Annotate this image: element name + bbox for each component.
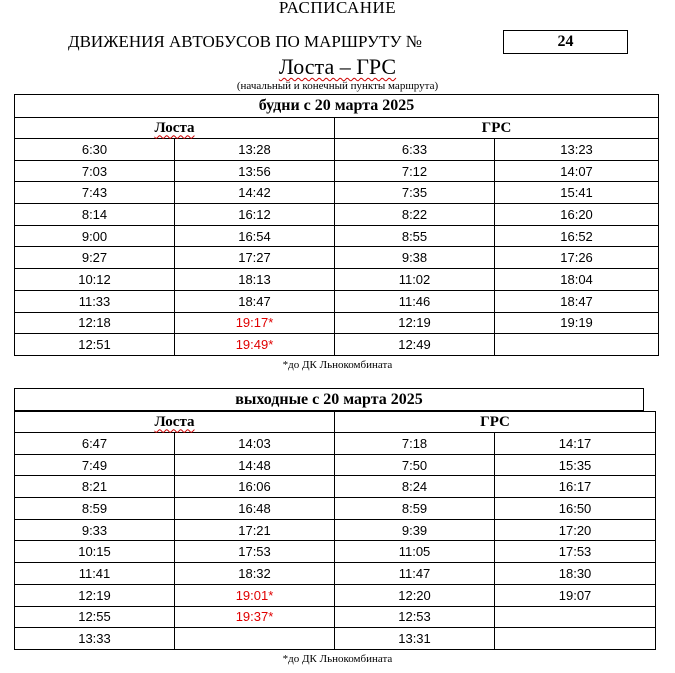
time-cell: 19:01* <box>175 584 335 606</box>
time-cell: 14:07 <box>495 160 659 182</box>
time-cell: 12:51 <box>15 334 175 356</box>
table-row <box>15 606 656 628</box>
time-cell: 7:43 <box>15 182 175 204</box>
time-cell: 13:31 <box>335 628 495 650</box>
time-cell: 19:49* <box>175 334 335 356</box>
weekend-stop-a-header <box>15 412 335 433</box>
route-endpoints <box>0 54 675 80</box>
time-cell: 9:38 <box>335 247 495 269</box>
time-cell: 7:49 <box>15 454 175 476</box>
time-cell: 16:54 <box>175 225 335 247</box>
time-cell: 14:48 <box>175 454 335 476</box>
time-cell: 6:33 <box>335 139 495 161</box>
time-cell: 19:17* <box>175 312 335 334</box>
time-cell: 19:07 <box>495 584 656 606</box>
time-cell: 9:00 <box>15 225 175 247</box>
time-cell: 18:13 <box>175 269 335 291</box>
weekend-footnote: *до ДК Льнокомбината <box>282 653 393 665</box>
table-row <box>15 454 656 476</box>
time-cell: 13:56 <box>175 160 335 182</box>
weekday-footnote: *до ДК Льнокомбината <box>282 359 393 371</box>
time-cell: 13:23 <box>495 139 659 161</box>
time-cell: 8:14 <box>15 204 175 226</box>
weekend-rows <box>15 433 656 650</box>
table-row <box>15 541 656 563</box>
weekday-schedule-table <box>14 94 659 356</box>
time-cell: 9:33 <box>15 519 175 541</box>
table-row <box>15 563 656 585</box>
weekend-stop-b-header: ГРС <box>335 412 656 433</box>
weekday-stop-a-header <box>15 118 335 139</box>
table-row <box>15 204 659 226</box>
time-cell: 11:46 <box>335 290 495 312</box>
table-row <box>15 160 659 182</box>
schedule-subtitle: ДВИЖЕНИЯ АВТОБУСОВ ПО МАРШРУТУ № <box>68 32 422 51</box>
time-cell: 12:49 <box>335 334 495 356</box>
time-cell: 8:21 <box>15 476 175 498</box>
time-cell: 17:53 <box>175 541 335 563</box>
route-endpoints-caption: (начальный и конечный пункты маршрута) <box>236 80 439 92</box>
time-cell: 12:18 <box>15 312 175 334</box>
table-row <box>15 247 659 269</box>
time-cell: 16:06 <box>175 476 335 498</box>
time-cell: 13:33 <box>15 628 175 650</box>
time-cell: 16:48 <box>175 498 335 520</box>
table-row <box>15 476 656 498</box>
time-cell: 18:47 <box>495 290 659 312</box>
route-number-box: 24 <box>503 30 628 54</box>
time-cell: 8:55 <box>335 225 495 247</box>
time-cell: 17:21 <box>175 519 335 541</box>
table-row <box>15 312 659 334</box>
time-cell <box>495 628 656 650</box>
time-cell <box>495 334 659 356</box>
weekday-stop-a-label: Лоста <box>154 119 195 136</box>
time-cell: 12:53 <box>335 606 495 628</box>
time-cell: 17:27 <box>175 247 335 269</box>
time-cell: 16:17 <box>495 476 656 498</box>
time-cell: 19:19 <box>495 312 659 334</box>
weekend-schedule-table <box>14 411 656 650</box>
time-cell: 18:32 <box>175 563 335 585</box>
time-cell: 8:24 <box>335 476 495 498</box>
time-cell: 7:50 <box>335 454 495 476</box>
time-cell: 7:18 <box>335 433 495 455</box>
time-cell: 7:35 <box>335 182 495 204</box>
time-cell: 12:20 <box>335 584 495 606</box>
table-row <box>15 334 659 356</box>
time-cell: 17:20 <box>495 519 656 541</box>
time-cell: 10:15 <box>15 541 175 563</box>
time-cell: 7:03 <box>15 160 175 182</box>
time-cell: 10:12 <box>15 269 175 291</box>
time-cell: 18:47 <box>175 290 335 312</box>
weekend-heading: выходные с 20 марта 2025 <box>14 388 644 411</box>
weekday-stop-b-header: ГРС <box>335 118 659 139</box>
time-cell: 16:20 <box>495 204 659 226</box>
time-cell <box>175 628 335 650</box>
table-row <box>15 225 659 247</box>
time-cell: 9:27 <box>15 247 175 269</box>
time-cell: 17:26 <box>495 247 659 269</box>
time-cell: 12:55 <box>15 606 175 628</box>
time-cell: 17:53 <box>495 541 656 563</box>
time-cell: 11:02 <box>335 269 495 291</box>
weekday-heading: будни с 20 марта 2025 <box>15 95 659 118</box>
table-row <box>15 584 656 606</box>
table-row <box>15 498 656 520</box>
weekend-stop-a-label: Лоста <box>154 413 195 430</box>
time-cell: 11:05 <box>335 541 495 563</box>
time-cell: 6:47 <box>15 433 175 455</box>
time-cell: 12:19 <box>335 312 495 334</box>
time-cell: 8:59 <box>15 498 175 520</box>
time-cell: 13:28 <box>175 139 335 161</box>
time-cell <box>495 606 656 628</box>
time-cell: 15:41 <box>495 182 659 204</box>
table-row <box>15 519 656 541</box>
table-row <box>15 269 659 291</box>
table-row <box>15 139 659 161</box>
time-cell: 12:19 <box>15 584 175 606</box>
time-cell: 14:03 <box>175 433 335 455</box>
time-cell: 6:30 <box>15 139 175 161</box>
table-row <box>15 182 659 204</box>
time-cell: 15:35 <box>495 454 656 476</box>
time-cell: 18:04 <box>495 269 659 291</box>
time-cell: 8:22 <box>335 204 495 226</box>
time-cell: 18:30 <box>495 563 656 585</box>
time-cell: 11:33 <box>15 290 175 312</box>
time-cell: 9:39 <box>335 519 495 541</box>
time-cell: 8:59 <box>335 498 495 520</box>
time-cell: 7:12 <box>335 160 495 182</box>
time-cell: 11:41 <box>15 563 175 585</box>
time-cell: 11:47 <box>335 563 495 585</box>
time-cell: 16:50 <box>495 498 656 520</box>
time-cell: 14:17 <box>495 433 656 455</box>
table-row <box>15 290 659 312</box>
route-endpoints-text: Лоста – ГРС <box>278 54 397 79</box>
table-row <box>15 433 656 455</box>
schedule-title: РАСПИСАНИЕ <box>278 0 397 17</box>
table-row <box>15 628 656 650</box>
weekday-rows <box>15 139 659 356</box>
time-cell: 14:42 <box>175 182 335 204</box>
time-cell: 19:37* <box>175 606 335 628</box>
time-cell: 16:12 <box>175 204 335 226</box>
time-cell: 16:52 <box>495 225 659 247</box>
